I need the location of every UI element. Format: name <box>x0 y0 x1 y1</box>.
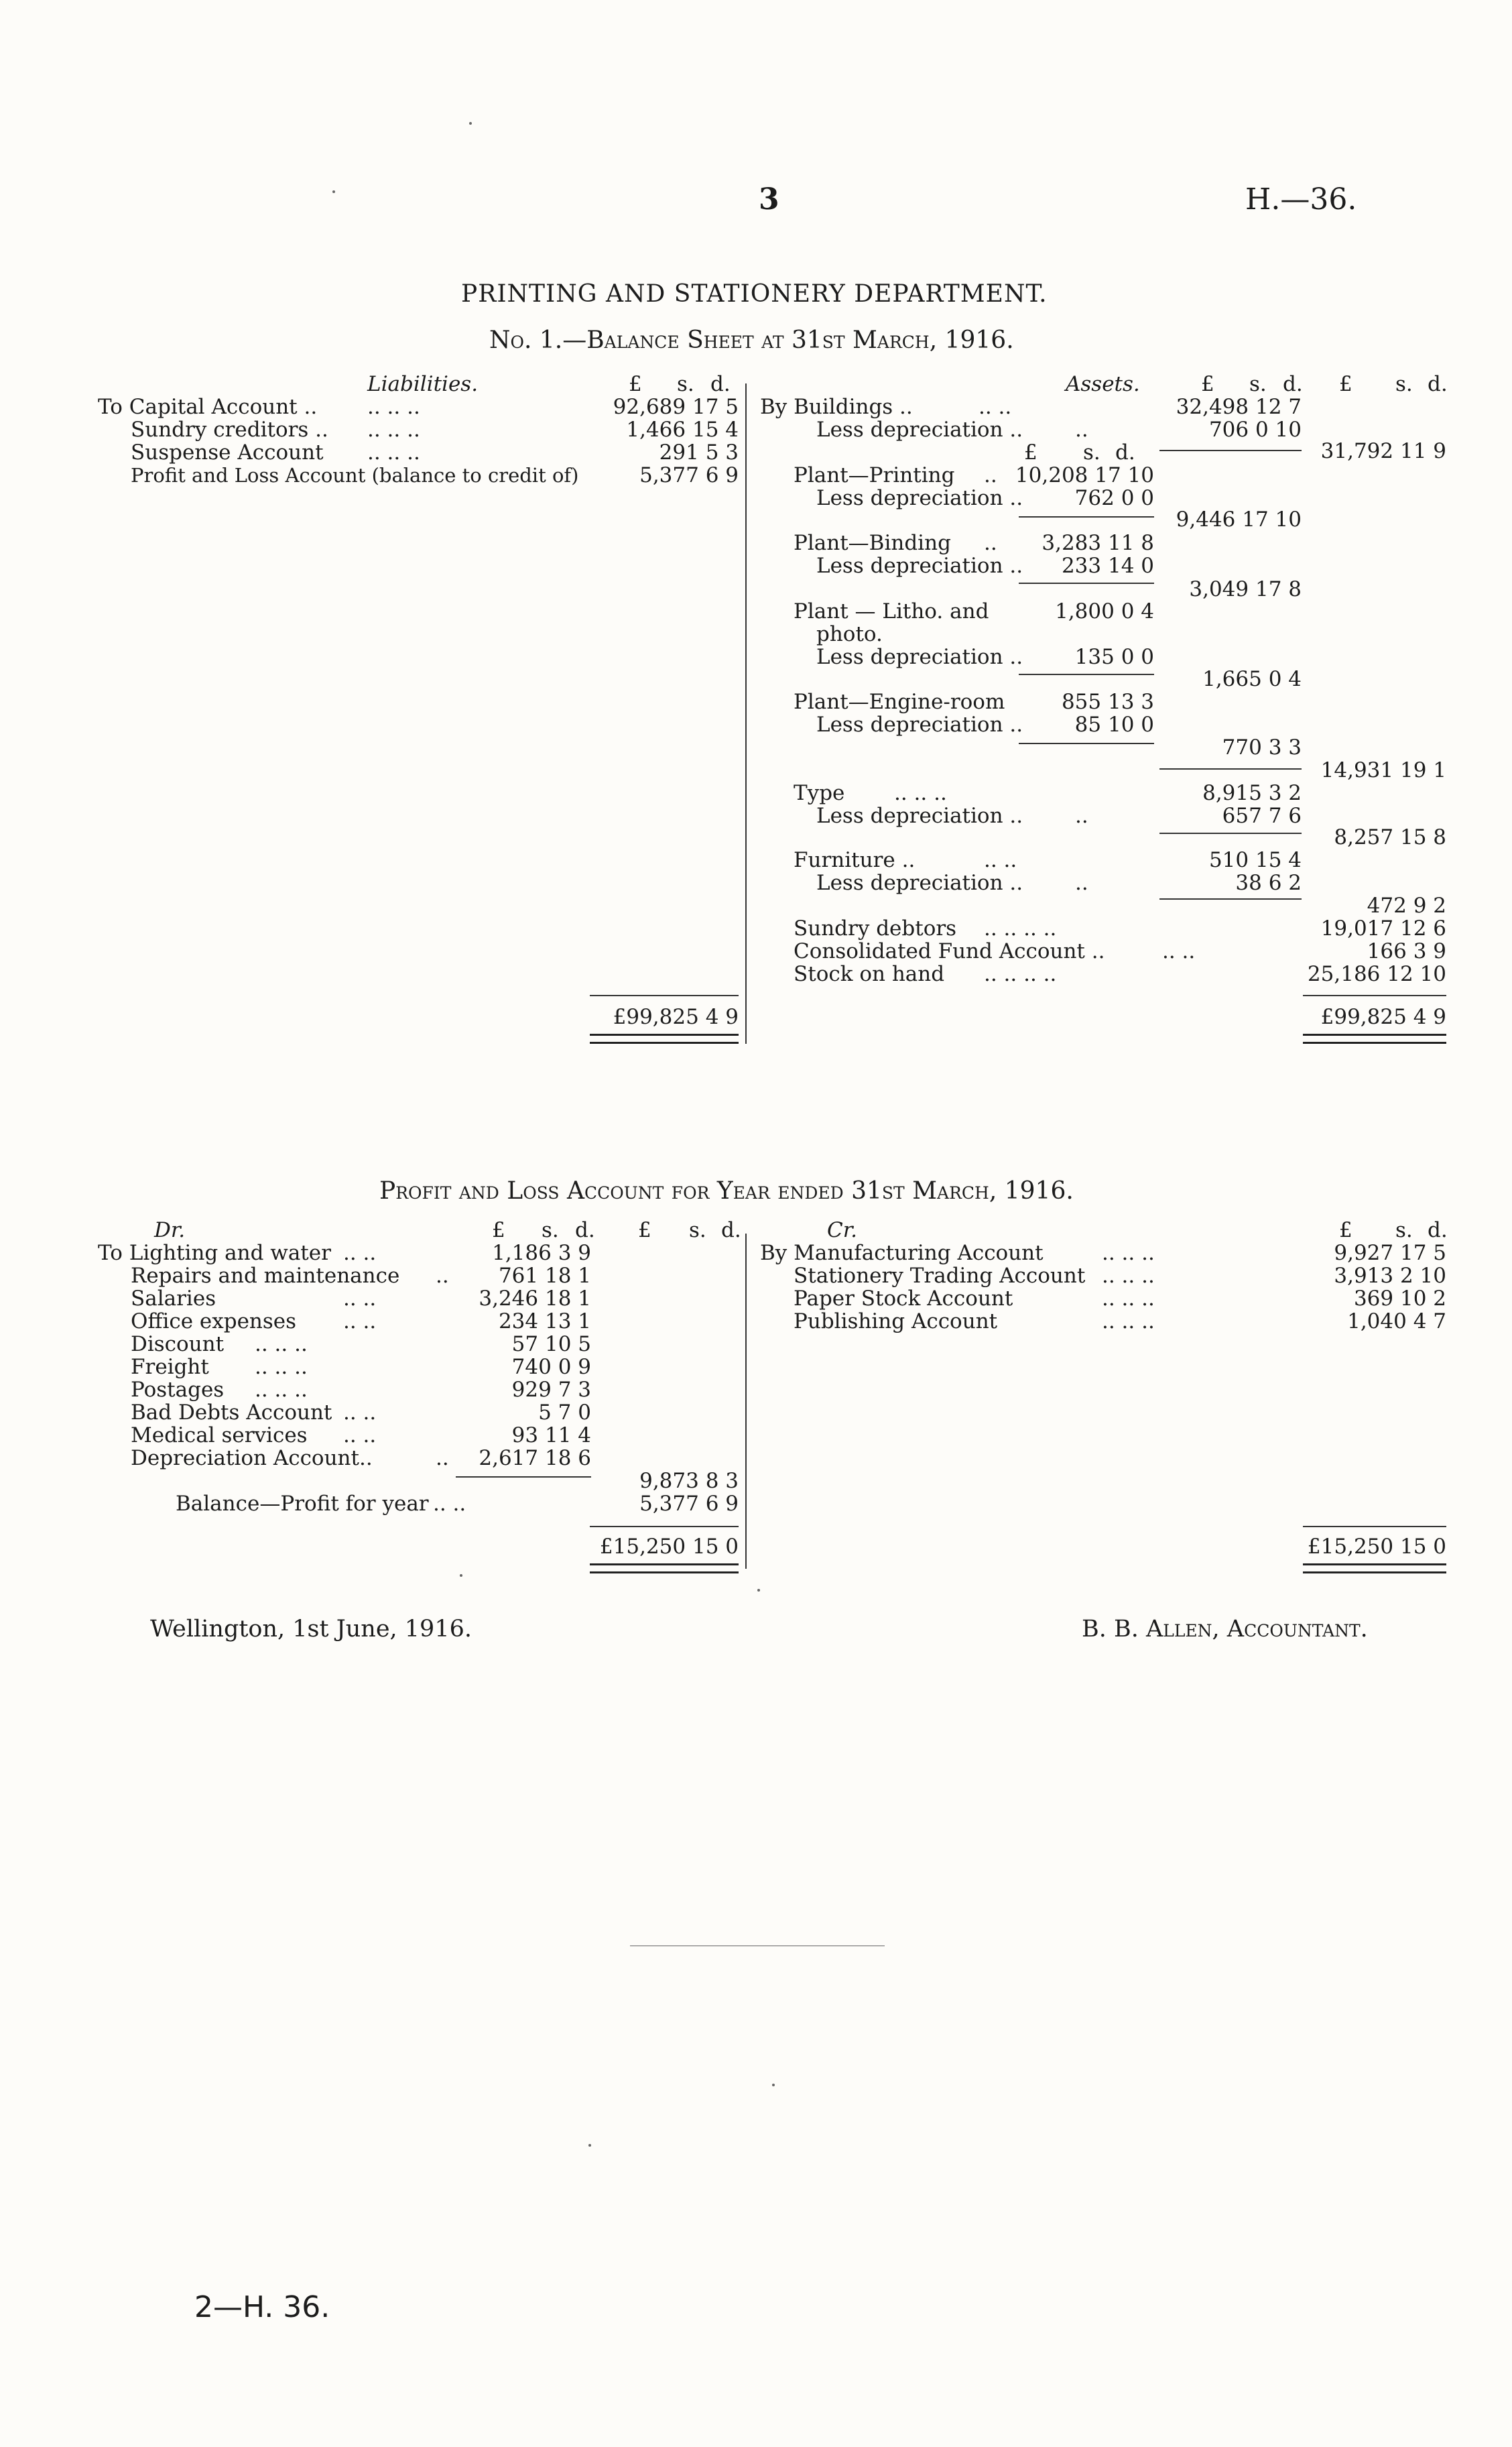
dr-dots: .. .. <box>343 1309 377 1333</box>
dr-subtotal: 9,873 8 3 <box>639 1469 739 1493</box>
assets-total-double-rule <box>1303 1034 1446 1044</box>
rule <box>1019 674 1154 675</box>
col-d: d. <box>1115 440 1135 465</box>
asset-dots: .. <box>1075 418 1088 442</box>
cr-amount: 9,927 17 5 <box>1334 1241 1446 1265</box>
assets-total-rule <box>1303 995 1446 996</box>
asset-amount: 706 0 10 <box>1208 418 1302 442</box>
asset-dots: .. <box>1075 804 1088 828</box>
asset-dots: .. .. <box>1162 939 1196 963</box>
liabilities-total-double-rule <box>590 1034 739 1044</box>
dr-amount: 3,246 18 1 <box>479 1287 591 1311</box>
rule <box>1019 583 1154 584</box>
dr-label: Office expenses <box>131 1309 297 1333</box>
col-s: s. <box>677 372 694 396</box>
balance-dots: .. .. <box>433 1492 466 1516</box>
dr-dots: .. .. <box>343 1241 377 1265</box>
asset-net: 9,446 17 10 <box>1176 508 1302 532</box>
asset-amount: 135 0 0 <box>1074 645 1154 669</box>
assets-heading: Assets. <box>1066 372 1140 396</box>
cr-total: £15,250 15 0 <box>1307 1535 1446 1559</box>
asset-dots: .. .. <box>984 848 1017 872</box>
cr-amount: 3,913 2 10 <box>1334 1264 1446 1288</box>
balance-amount: 5,377 6 9 <box>639 1492 739 1516</box>
signature: B. B. Allen, Accountant. <box>1082 1616 1368 1643</box>
page-speck <box>460 1574 462 1577</box>
cr-amount: 1,040 4 7 <box>1347 1309 1446 1333</box>
asset-amount: 3,283 11 8 <box>1042 531 1154 555</box>
col-pound: £ <box>638 1218 651 1242</box>
place-date: Wellington, 1st June, 1916. <box>150 1616 472 1643</box>
dr-dots: .. .. <box>343 1287 377 1311</box>
asset-amount: 855 13 3 <box>1061 690 1154 714</box>
dr-dots: .. .. .. <box>255 1378 308 1402</box>
asset-label: Less depreciation .. <box>816 418 1023 442</box>
page-speck <box>332 190 335 193</box>
asset-label: Stock on hand <box>794 962 945 986</box>
liabilities-heading: Liabilities. <box>367 372 479 396</box>
dr-label: Medical services <box>131 1423 308 1447</box>
asset-dots: .. .. .. .. <box>984 916 1057 941</box>
liability-dots: .. .. .. <box>367 440 420 465</box>
asset-amount: 10,208 17 10 <box>1015 463 1154 487</box>
cr-dots: .. .. .. <box>1102 1241 1155 1265</box>
col-pound: £ <box>1024 440 1037 465</box>
dr-amount: 2,617 18 6 <box>479 1446 591 1470</box>
liabilities-total-rule <box>590 995 739 996</box>
dr-label: Discount <box>131 1332 225 1356</box>
rule <box>1019 516 1154 518</box>
asset-net: 1,665 0 4 <box>1202 667 1302 691</box>
col-s: s. <box>1395 1218 1413 1242</box>
col-pound: £ <box>629 372 642 396</box>
asset-net: 31,792 11 9 <box>1320 439 1446 463</box>
cr-amount: 369 10 2 <box>1353 1287 1446 1311</box>
asset-amount: 657 7 6 <box>1222 804 1302 828</box>
asset-amount: 32,498 12 7 <box>1176 395 1302 419</box>
dr-amount: 1,186 3 9 <box>492 1241 591 1265</box>
cr-label: Paper Stock Account <box>794 1287 1013 1311</box>
liability-amount: 5,377 6 9 <box>639 463 739 487</box>
page-number: 3 <box>759 182 779 217</box>
asset-label: Less depreciation .. <box>816 871 1023 895</box>
cr-dots: .. .. .. <box>1102 1287 1155 1311</box>
rule <box>1159 450 1302 451</box>
dr-dots: .. .. <box>343 1400 377 1425</box>
asset-label: Less depreciation .. <box>816 804 1023 828</box>
asset-label: Less depreciation .. <box>816 713 1023 737</box>
asset-dots: .. <box>984 463 997 487</box>
rule <box>1159 833 1302 834</box>
asset-net: 770 3 3 <box>1222 735 1302 760</box>
assets-total: £99,825 4 9 <box>1320 1005 1446 1029</box>
dr-label: Salaries <box>131 1287 216 1311</box>
liabilities-total: £99,825 4 9 <box>613 1005 739 1029</box>
asset-dots: .. .. .. <box>894 781 947 805</box>
dr-amount: 929 7 3 <box>511 1378 591 1402</box>
col-s: s. <box>1083 440 1100 465</box>
asset-amount: 762 0 0 <box>1074 486 1154 510</box>
asset-amount: 510 15 4 <box>1208 848 1302 872</box>
page-speck <box>588 2144 591 2147</box>
liability-label: Sundry creditors .. <box>131 418 328 442</box>
col-d: d. <box>1283 372 1303 396</box>
dr-label: Depreciation Account.. <box>131 1446 373 1470</box>
dr-label: Bad Debts Account <box>131 1400 332 1425</box>
dr-amount: 740 0 9 <box>511 1355 591 1379</box>
col-s: s. <box>1249 372 1267 396</box>
asset-label: Less depreciation .. <box>816 554 1023 578</box>
asset-dots: .. .. .. .. <box>984 962 1057 986</box>
liability-dots: .. .. .. <box>367 418 420 442</box>
asset-amount: 233 14 0 <box>1061 554 1154 578</box>
cr-heading: Cr. <box>827 1218 857 1242</box>
asset-dots: .. .. <box>979 395 1012 419</box>
rule <box>1019 743 1154 744</box>
cr-label: By Manufacturing Account <box>760 1241 1044 1265</box>
asset-amount: 1,800 0 4 <box>1055 599 1154 623</box>
dr-label: Freight <box>131 1355 209 1379</box>
dr-amount: 5 7 0 <box>538 1400 591 1425</box>
asset-dots: .. <box>1075 871 1088 895</box>
dr-label: Repairs and maintenance <box>131 1264 400 1288</box>
balance-label: Balance—Profit for year <box>176 1492 429 1516</box>
dr-amount: 93 11 4 <box>511 1423 591 1447</box>
asset-net: 166 3 9 <box>1367 939 1446 963</box>
dr-label: Postages <box>131 1378 225 1402</box>
asset-label: Plant — Litho. and <box>794 599 989 623</box>
asset-label: Consolidated Fund Account .. <box>794 939 1105 963</box>
asset-net: 19,017 12 6 <box>1320 916 1446 941</box>
dr-dots: .. .. <box>343 1423 377 1447</box>
cr-dots: .. .. .. <box>1102 1309 1155 1333</box>
dr-dots: .. .. .. <box>255 1355 308 1379</box>
page-speck <box>757 1589 760 1592</box>
profit-loss-title: Profit and Loss Account for Year ended 31st March, 1916. <box>379 1177 1074 1205</box>
plant-total: 14,931 19 1 <box>1320 758 1446 782</box>
col-pound: £ <box>1201 372 1214 396</box>
dr-amount: 57 10 5 <box>511 1332 591 1356</box>
asset-net: 3,049 17 8 <box>1189 577 1302 601</box>
asset-label: Sundry debtors <box>794 916 957 941</box>
asset-label: Furniture .. <box>794 848 916 872</box>
rule <box>456 1476 591 1478</box>
balance-sheet-divider <box>745 383 747 1044</box>
dr-dots: .. <box>436 1446 449 1470</box>
col-d: d. <box>1428 372 1448 396</box>
col-d: d. <box>575 1218 595 1242</box>
asset-amount: 8,915 3 2 <box>1202 781 1302 805</box>
dr-dots: .. <box>436 1264 449 1288</box>
sheet-mark: 2—H. 36. <box>194 2290 330 2324</box>
rule <box>1159 898 1302 900</box>
cr-total-rule <box>1303 1526 1446 1527</box>
col-d: d. <box>710 372 731 396</box>
liability-label: Profit and Loss Account (balance to credit of) <box>131 464 579 487</box>
asset-label: Plant—Binding <box>794 531 951 555</box>
col-s: s. <box>542 1218 559 1242</box>
liability-amount: 1,466 15 4 <box>626 418 739 442</box>
document-code: H.—36. <box>1245 182 1357 217</box>
dr-amount: 761 18 1 <box>498 1264 591 1288</box>
liability-amount: 92,689 17 5 <box>613 395 739 419</box>
asset-label: Less depreciation .. <box>816 645 1023 669</box>
asset-net: 8,257 15 8 <box>1334 825 1446 849</box>
liability-dots: .. .. .. <box>367 395 420 419</box>
liability-amount: 291 5 3 <box>659 440 739 465</box>
cr-total-double-rule <box>1303 1563 1446 1573</box>
cr-label: Stationery Trading Account <box>794 1264 1086 1288</box>
dr-amount: 234 13 1 <box>498 1309 591 1333</box>
dr-total-rule <box>590 1526 739 1527</box>
dr-label: To Lighting and water <box>98 1241 331 1265</box>
asset-label: Less depreciation .. <box>816 486 1023 510</box>
col-pound: £ <box>492 1218 505 1242</box>
page-speck <box>772 2084 775 2086</box>
asset-amount: 85 10 0 <box>1074 713 1154 737</box>
liability-label: Suspense Account <box>131 440 324 465</box>
asset-amount: 38 6 2 <box>1235 871 1302 895</box>
asset-net: 472 9 2 <box>1367 894 1446 918</box>
cr-label: Publishing Account <box>794 1309 998 1333</box>
asset-label: Type <box>794 781 845 805</box>
dr-total: £15,250 15 0 <box>599 1535 739 1559</box>
col-pound: £ <box>1339 372 1352 396</box>
cr-dots: .. .. .. <box>1102 1264 1155 1288</box>
col-pound: £ <box>1339 1218 1352 1242</box>
rule <box>1159 768 1302 770</box>
balance-sheet-subtitle: No. 1.—Balance Sheet at 31st March, 1916. <box>489 326 1014 354</box>
page-title: PRINTING AND STATIONERY DEPARTMENT. <box>461 280 1048 308</box>
col-d: d. <box>1428 1218 1448 1242</box>
col-s: s. <box>689 1218 706 1242</box>
asset-dots: .. <box>984 531 997 555</box>
dr-total-double-rule <box>590 1563 739 1573</box>
liability-label: To Capital Account .. <box>98 395 318 419</box>
asset-net: 25,186 12 10 <box>1307 962 1446 986</box>
col-s: s. <box>1395 372 1413 396</box>
asset-label: Plant—Printing <box>794 463 955 487</box>
asset-label: photo. <box>816 622 883 646</box>
asset-label: Plant—Engine-room <box>794 690 1005 714</box>
dr-dots: .. .. .. <box>255 1332 308 1356</box>
page-speck <box>469 122 472 125</box>
dr-heading: Dr. <box>154 1218 186 1242</box>
col-d: d. <box>721 1218 741 1242</box>
asset-label: By Buildings .. <box>760 395 913 419</box>
profit-loss-divider <box>745 1234 747 1569</box>
